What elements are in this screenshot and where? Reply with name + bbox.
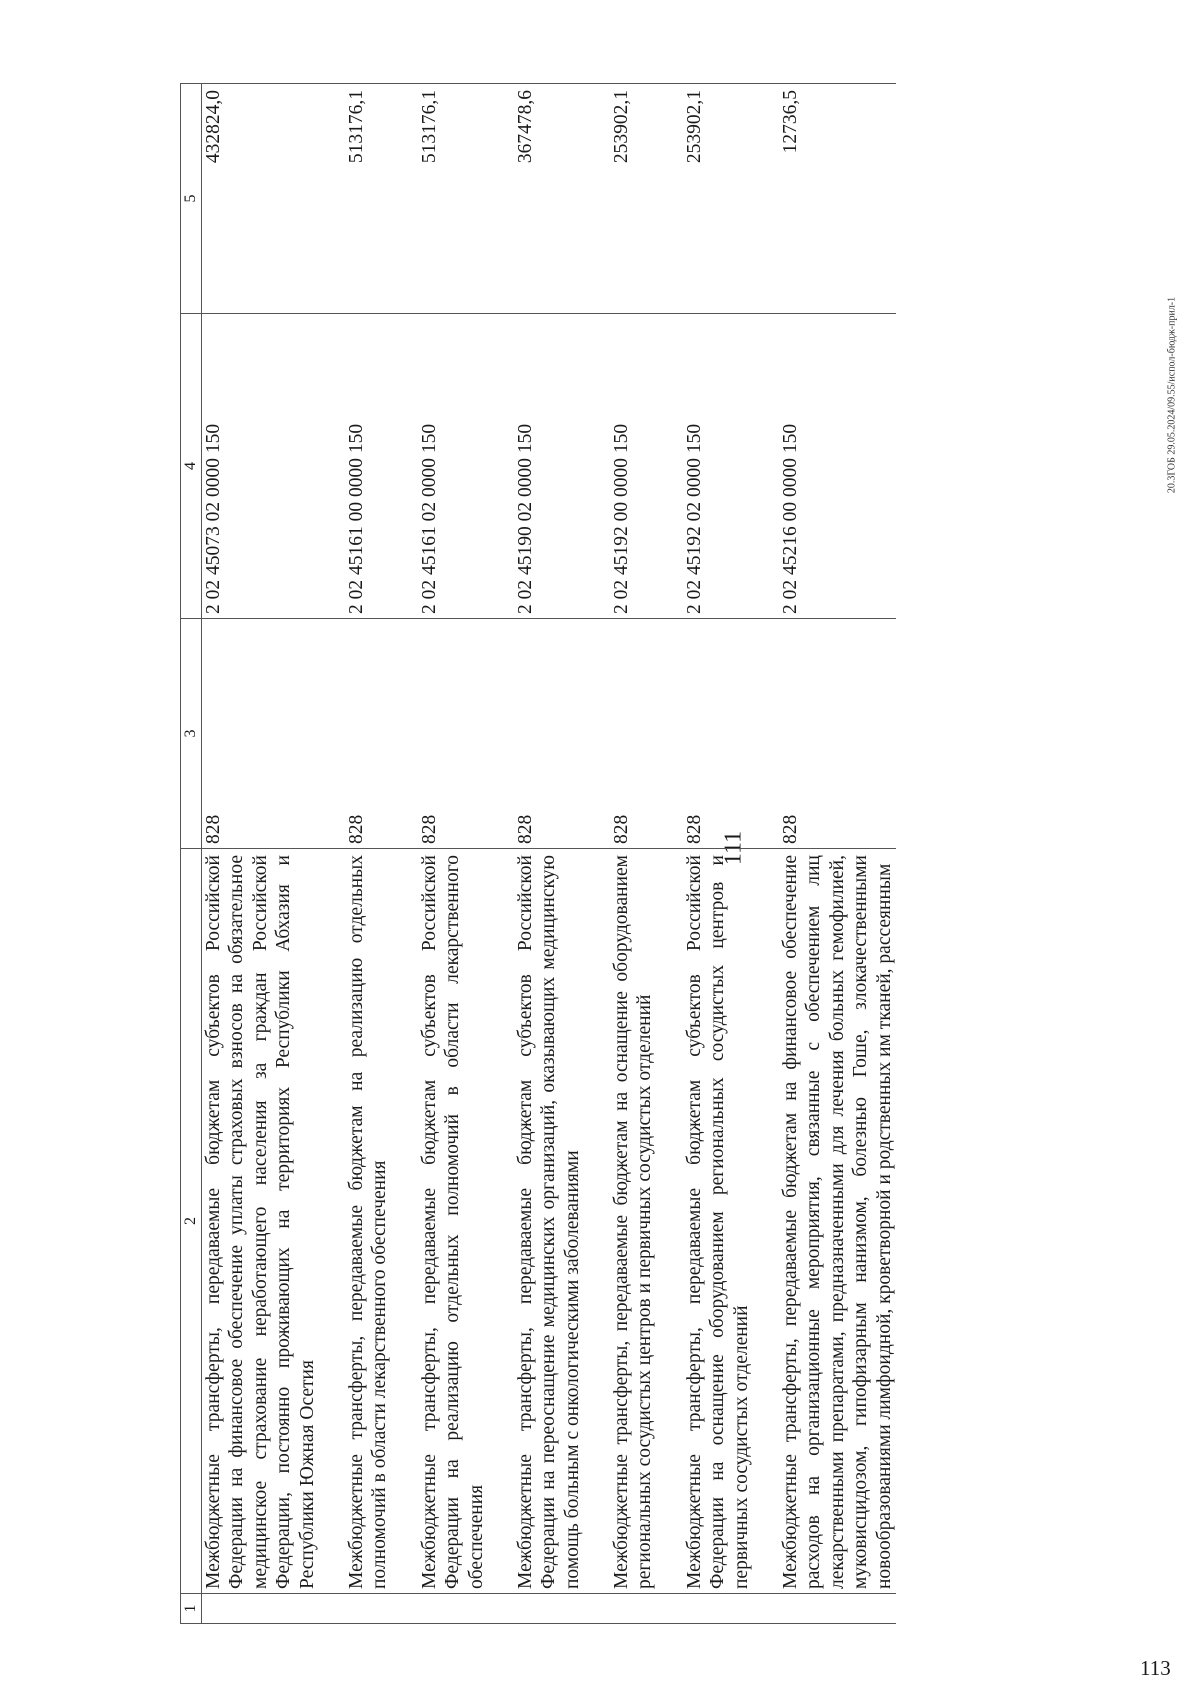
page-number-top: 111: [720, 830, 747, 866]
row-amount: 253902,1: [610, 84, 683, 314]
row-name: Межбюджетные трансферты, передаваемые бюджетам субъектов Российской Федерации на оснащение оборудованием региональных сосудистых центров и первичных сосудистых отделений: [683, 849, 779, 1594]
row-number: [683, 1594, 779, 1624]
table-row: [418, 84, 514, 1624]
row-number: [779, 1594, 896, 1624]
row-amount: 513176,1: [345, 84, 418, 314]
row-admin-code: 828: [514, 619, 610, 849]
header-col-4: 4: [181, 314, 202, 619]
row-amount: 12736,5: [779, 84, 896, 314]
row-admin-code: 828: [202, 619, 345, 849]
row-name: Межбюджетные трансферты, передаваемые бюджетам на реализацию отдельных полномочий в области лекарственного обеспечения: [345, 849, 418, 1594]
document-footer-code: 20.3ГОБ 29.05.2024/09.55/испол-бюдж-прил-1: [1166, 296, 1178, 494]
page-number-bottom: 113: [1140, 1656, 1171, 1680]
row-budget-code: 2 02 45161 02 0000 150: [418, 314, 514, 619]
row-budget-code: 2 02 45192 00 0000 150: [610, 314, 683, 619]
row-budget-code: 2 02 45192 02 0000 150: [683, 314, 779, 619]
header-col-2: 2: [181, 849, 202, 1594]
table-header-row: [181, 84, 202, 1624]
table-row: [514, 84, 610, 1624]
table-row: [202, 84, 345, 1624]
row-number: [514, 1594, 610, 1624]
row-admin-code: 828: [779, 619, 896, 849]
table-row: [610, 84, 683, 1624]
row-admin-code: 828: [345, 619, 418, 849]
row-amount: 513176,1: [418, 84, 514, 314]
table-row: [683, 84, 779, 1624]
header-col-5: 5: [181, 84, 202, 314]
row-name: Межбюджетные трансферты, передаваемые бюджетам субъектов Российской Федерации на реализацию отдельных полномочий в области лекарственного обеспечения: [418, 849, 514, 1594]
row-admin-code: 828: [418, 619, 514, 849]
row-budget-code: 2 02 45190 02 0000 150: [514, 314, 610, 619]
row-name: Межбюджетные трансферты, передаваемые бюджетам субъектов Российской Федерации на финансовое обеспечение уплаты страховых взносов на обязательное медицинское страхование неработающего населения за граждан Российской Федерации, постоянно проживающих на территориях Республики Абхазия и Республики Южная Осетия: [202, 849, 345, 1594]
row-amount: 253902,1: [683, 84, 779, 314]
row-number: [418, 1594, 514, 1624]
table-row: [345, 84, 418, 1624]
row-name: Межбюджетные трансферты, передаваемые бюджетам субъектов Российской Федерации на переоснащение медицинских организаций, оказывающих медицинскую помощь больным с онкологическими заболеваниями: [514, 849, 610, 1594]
row-budget-code: 2 02 45073 02 0000 150: [202, 314, 345, 619]
row-budget-code: 2 02 45216 00 0000 150: [779, 314, 896, 619]
row-name: Межбюджетные трансферты, передаваемые бюджетам на финансовое обеспечение расходов на организационные мероприятия, связанные с обеспечением лиц лекарственными препаратами, предназначенными для лечения больных гемофилией, муковисцидозом, гипофизарным нанизмом, болезнью Гоше, злокачественными новообразованиями лимфоидной, кроветворной и родственных им тканей, рассеянным: [779, 849, 896, 1594]
budget-table-rotated: [180, 84, 1060, 1624]
header-col-3: 3: [181, 619, 202, 849]
row-budget-code: 2 02 45161 00 0000 150: [345, 314, 418, 619]
row-number: [202, 1594, 345, 1624]
row-amount: 367478,6: [514, 84, 610, 314]
row-admin-code: 828: [683, 619, 779, 849]
row-amount: 432824,0: [202, 84, 345, 314]
row-number: [610, 1594, 683, 1624]
row-number: [345, 1594, 418, 1624]
row-name: Межбюджетные трансферты, передаваемые бюджетам на оснащение оборудованием региональных сосудистых центров и первичных сосудистых отделений: [610, 849, 683, 1594]
row-admin-code: 828: [610, 619, 683, 849]
budget-table: [180, 83, 896, 1624]
table-row: [779, 84, 896, 1624]
header-col-1: 1: [181, 1594, 202, 1624]
